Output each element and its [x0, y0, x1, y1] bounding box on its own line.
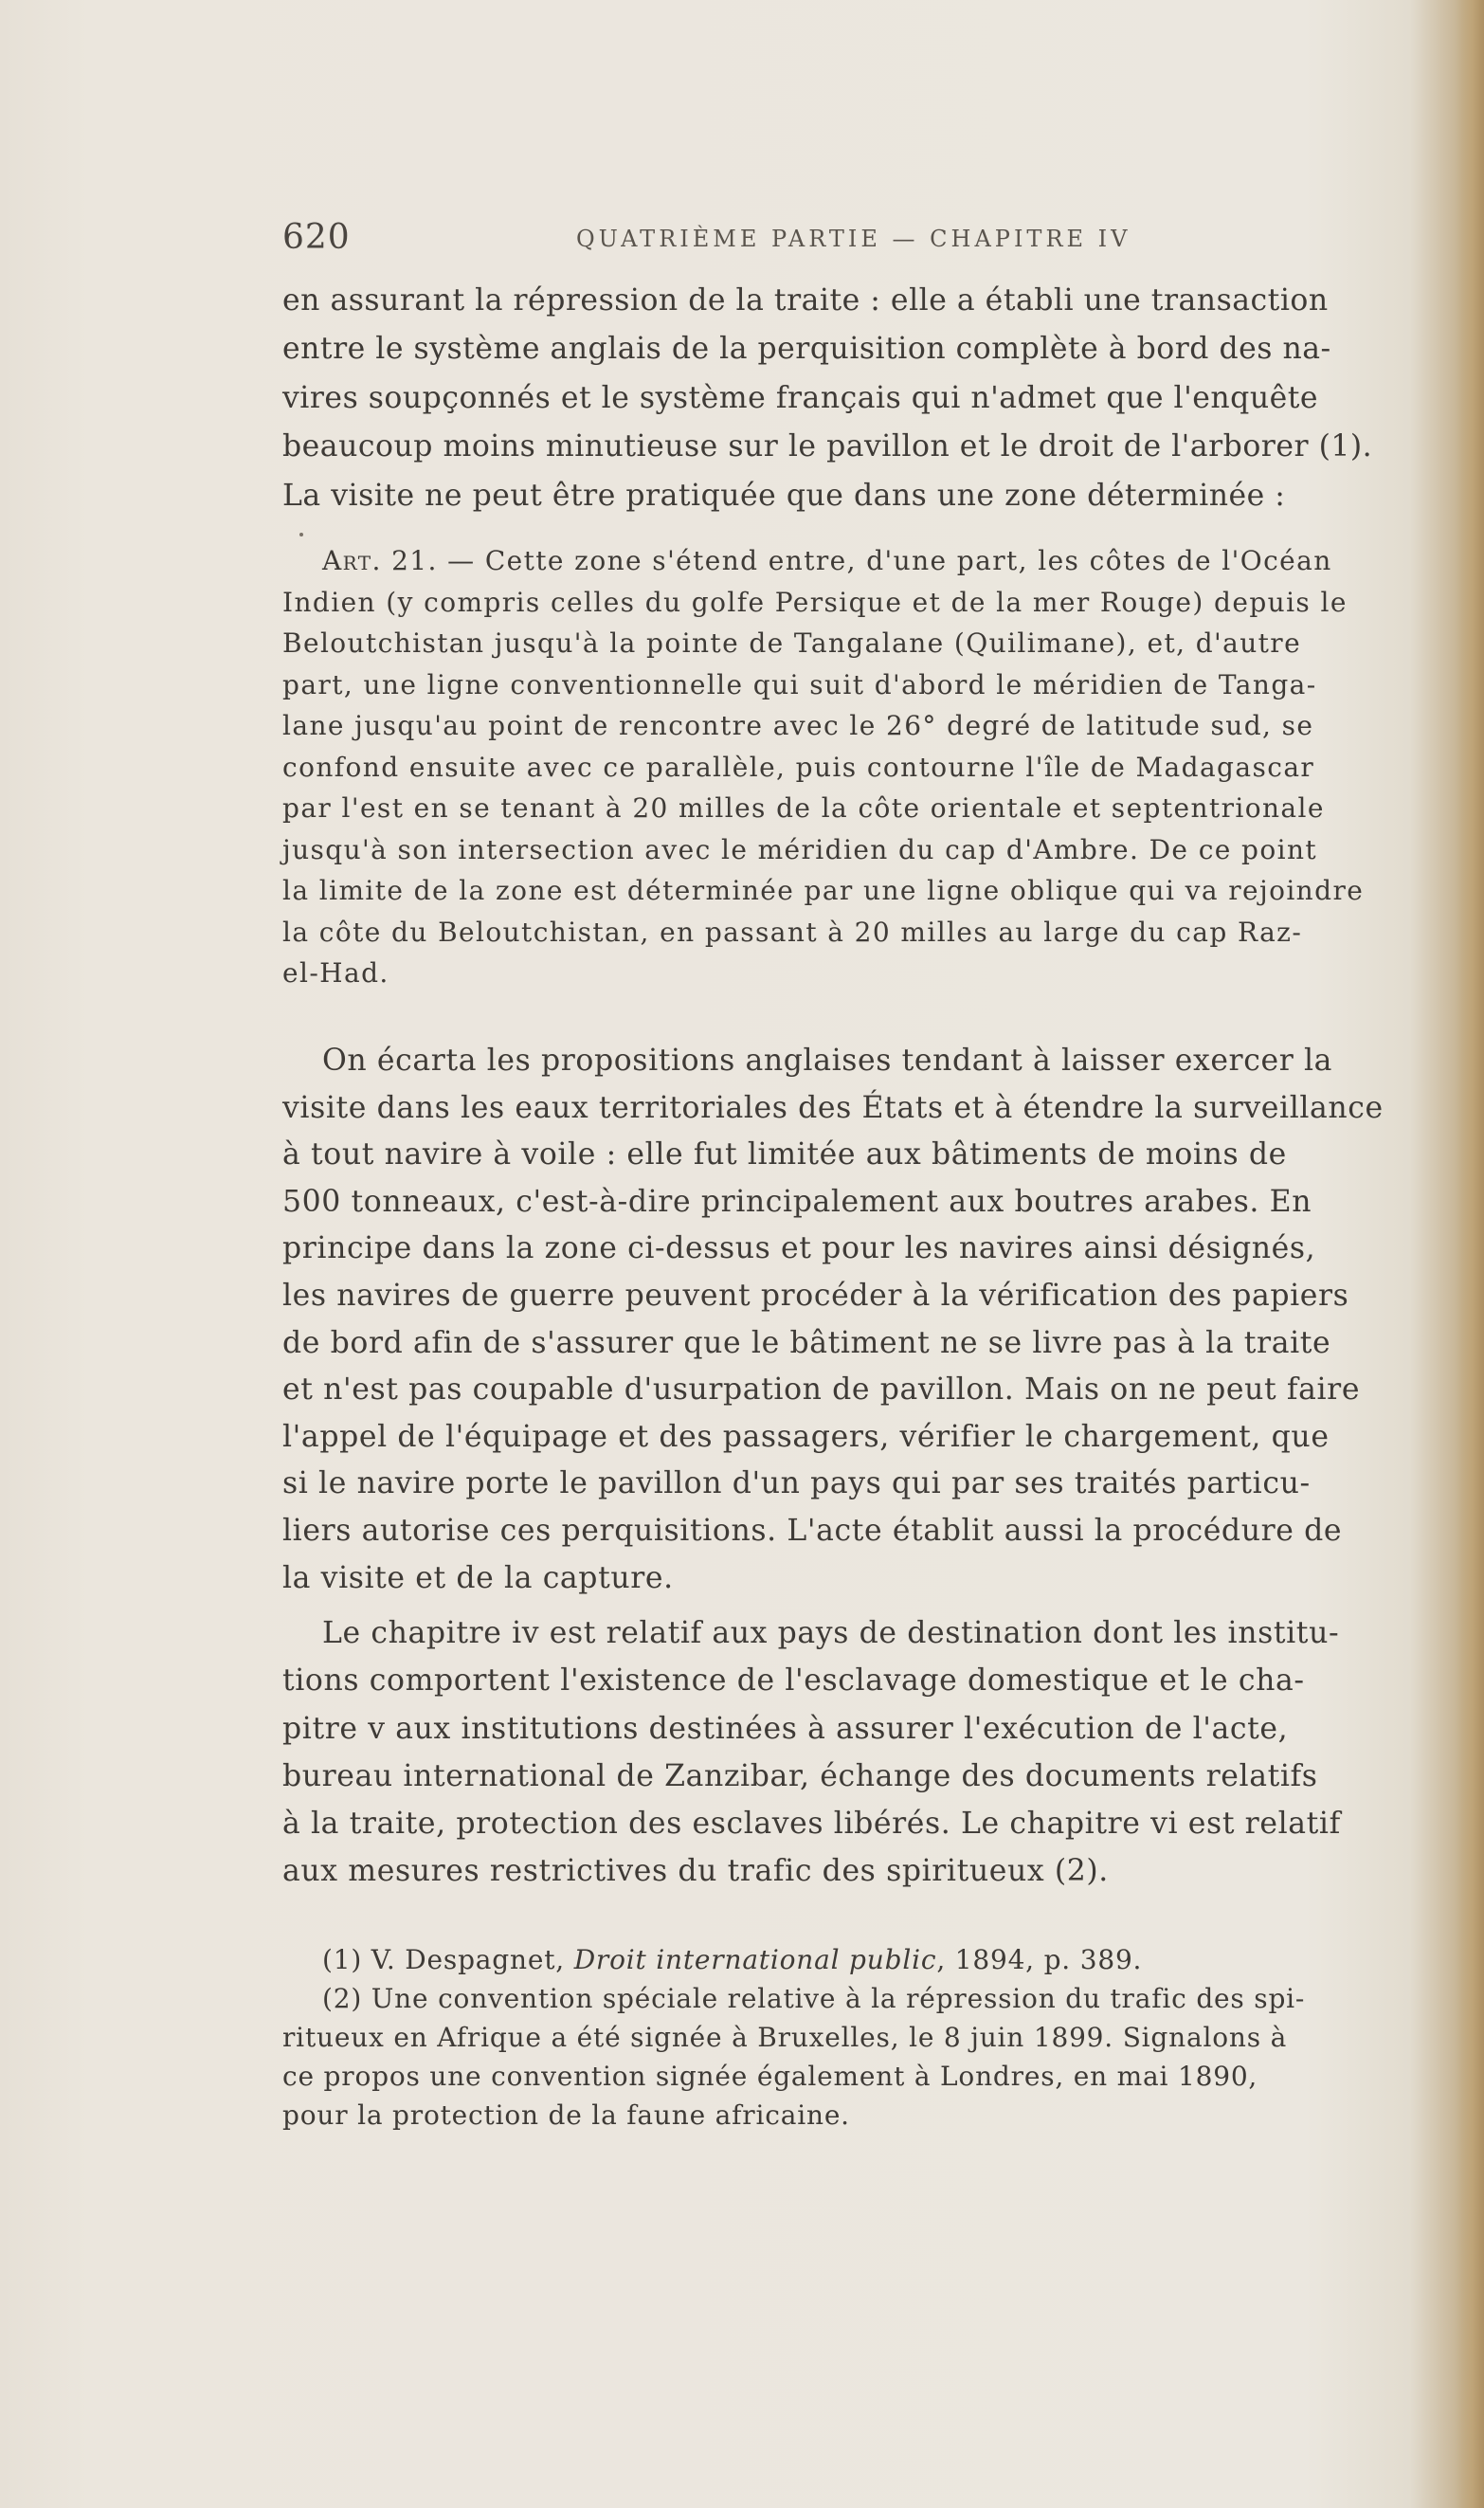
paragraph-3-line: pitre v aux institutions destinées à assurer l'exécution de l'acte, — [282, 1711, 1289, 1746]
article-line: lane jusqu'au point de rencontre avec le 26° degré de latitude sud, se — [282, 710, 1314, 741]
article-text: — Cette zone s'étend entre, d'une part, les côtes de l'Océan — [437, 545, 1332, 576]
paragraph-1 — [282, 277, 1439, 520]
paragraph-3-line: Le chapitre iv est relatif aux pays de destination dont les institu- — [322, 1616, 1340, 1650]
paragraph-2-line: visite dans les eaux territoriales des États et à étendre la surveillance — [282, 1090, 1384, 1125]
paragraph-3-line: aux mesures restrictives du trafic des spiritueux (2). — [282, 1854, 1109, 1889]
footnote-1-title: Droit international public — [573, 1944, 937, 1975]
paragraph-2-line: 500 tonneaux, c'est-à-dire principalement aux boutres arabes. En — [282, 1184, 1312, 1219]
paragraph-2-line: si le navire porte le pavillon d'un pays qui par ses traités particu- — [282, 1466, 1311, 1501]
paragraph-3-line: à la traite, protection des esclaves libérés. Le chapitre vi est relatif — [282, 1807, 1341, 1842]
paragraph-3-line: tions comportent l'existence de l'esclavage domestique et le cha- — [282, 1663, 1305, 1699]
paragraph-2-line: principe dans la zone ci-dessus et pour les navires ainsi désignés, — [282, 1231, 1316, 1266]
paragraph-3-line: bureau international de Zanzibar, échange des documents relatifs — [282, 1758, 1318, 1793]
page-edge-shadow — [1456, 0, 1484, 2508]
article-line: par l'est en se tenant à 20 milles de la côte orientale et septentrionale — [282, 792, 1325, 824]
paragraph-1-line: beaucoup moins minutieuse sur le pavillon et le droit de l'arborer (1). — [282, 429, 1373, 464]
article-label: Art. 21. — [322, 545, 438, 576]
paragraph-1-line: La visite ne peut être pratiquée que dans une zone déterminée : — [282, 478, 1286, 513]
page-number: 620 — [282, 218, 351, 257]
article-21-quote — [282, 540, 1443, 994]
paragraph-2-line: l'appel de l'équipage et des passagers, vérifier le chargement, que — [282, 1419, 1330, 1454]
article-line: Indien (y compris celles du golfe Persique et de la mer Rouge) depuis le — [282, 586, 1348, 618]
footnote-2-line: ce propos une convention signée également à Londres, en mai 1890, — [282, 2061, 1258, 2092]
article-line — [282, 540, 1443, 582]
article-line: jusqu'à son intersection avec le méridien du cap d'Ambre. De ce point — [282, 833, 1318, 865]
article-line: la côte du Beloutchistan, en passant à 20 milles au large du cap Raz- — [282, 916, 1303, 948]
paragraph-2-line: à tout navire à voile : elle fut limitée aux bâtiments de moins de — [282, 1137, 1287, 1172]
page-header — [282, 210, 1154, 267]
ink-speck — [299, 533, 303, 536]
paragraph-2-line: de bord afin de s'assurer que le bâtiment ne se livre pas à la traite — [282, 1325, 1331, 1360]
paragraph-2-line: la visite et de la capture. — [282, 1560, 674, 1595]
footnotes — [282, 1940, 1439, 2135]
article-line: confond ensuite avec ce parallèle, puis contourne l'île de Madagascar — [282, 751, 1315, 783]
paragraph-2-line: On écarta les propositions anglaises tendant à laisser exercer la — [322, 1044, 1333, 1078]
running-head: QUATRIÈME PARTIE — CHAPITRE IV — [576, 226, 1131, 252]
footnote-1-suffix: , 1894, p. 389. — [936, 1944, 1143, 1975]
paragraph-2-line: liers autorise ces perquisitions. L'acte établit aussi la procédure de — [282, 1513, 1343, 1548]
footnote-1 — [282, 1940, 1439, 1979]
article-line: Beloutchistan jusqu'à la pointe de Tangalane (Quilimane), et, d'autre — [282, 627, 1302, 659]
paragraph-2-line: les navires de guerre peuvent procéder à la vérification des papiers — [282, 1278, 1349, 1313]
article-line: part, une ligne conventionnelle qui suit d'abord le méridien de Tanga- — [282, 668, 1317, 700]
paragraph-1-line: entre le système anglais de la perquisition complète à bord des na- — [282, 332, 1331, 367]
paragraph-3 — [282, 1609, 1439, 1896]
paragraph-2-line: et n'est pas coupable d'usurpation de pavillon. Mais on ne peut faire — [282, 1372, 1361, 1408]
paragraph-2 — [282, 1038, 1439, 1602]
paragraph-1-line: en assurant la répression de la traite : elle a établi une transaction — [282, 283, 1329, 318]
article-line: la limite de la zone est déterminée par une ligne oblique qui va rejoindre — [282, 875, 1365, 906]
article-line: el-Had. — [282, 957, 389, 989]
footnote-2-line: ritueux en Afrique a été signée à Bruxelles, le 8 juin 1899. Signalons à — [282, 2022, 1288, 2053]
footnote-2-line: pour la protection de la faune africaine. — [282, 2099, 850, 2131]
footnote-1-prefix: (1) V. Despagnet, — [322, 1944, 574, 1975]
footnote-2-line: (2) Une convention spéciale relative à la répression du trafic des spi- — [322, 1983, 1306, 2014]
paragraph-1-line: vires soupçonnés et le système français qui n'admet que l'enquête — [282, 380, 1319, 415]
